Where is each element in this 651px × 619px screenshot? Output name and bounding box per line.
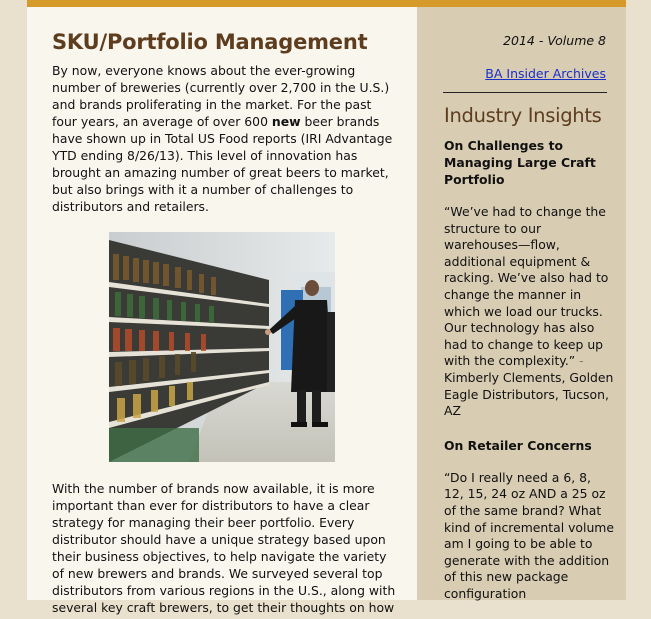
top-accent-bar <box>27 0 626 7</box>
insights-heading: Industry Insights <box>444 104 602 127</box>
article-intro-paragraph: By now, everyone knows about the ever-growing number of breweries (currently over 2,700 in the U.S.) and brands proliferating in the market. For the past four years, an average of over 600 new beer brands have shown up in Total US Food reports (IRI Advantage YTD ending 8/26/13). This level of innovation has brought an amazing number of great beers to market, but also brings with it a number of challenges to distributors and retailers. <box>52 63 393 214</box>
insight-quote-retailer: “Do I really need a 6, 8, 12, 15, 24 oz AND a 25 oz of the same brand? What kind of incremental volume am I going to be able to generate with the addition of this new package configuration <box>444 469 614 601</box>
insights-section <box>444 104 614 619</box>
insight-title-retailer: On Retailer Concerns <box>444 437 592 453</box>
sidebar <box>417 7 626 600</box>
sidebar-divider <box>443 92 607 93</box>
emphasis-new: new <box>271 114 301 129</box>
article-body-paragraph: With the number of brands now available, it is more important than ever for distributors to have a clear strategy for managing their beer portfolio. Every distributor should have a unique strategy based upon their business objectives, to help navigate the variety of new brewers and brands. We surveyed several top distributors from various regions in the U.S., along with several key craft brewers, to get their thoughts on how <box>52 481 396 615</box>
insight-quote-portfolio: “We’ve had to change the structure to our warehouses—flow, additional equipment & racking. We’ve also had to change the manner in which we load our trucks. Our technology has also had to change to keep up with the complexity.” - Kimberly Clements, Golden Eagle Distributors, Tucson, AZ <box>444 204 614 419</box>
newsletter-page <box>27 0 626 615</box>
article-title: SKU/Portfolio Management <box>52 30 368 54</box>
store-shelf-photo <box>109 232 335 462</box>
beer-aisle-illustration <box>109 232 335 462</box>
quote-attribution: Kimberly Clements, Golden Eagle Distributors, Tucson, AZ <box>444 369 614 419</box>
article-column <box>52 30 397 616</box>
archives-link[interactable]: BA Insider Archives <box>485 66 606 81</box>
edition-label: 2014 - Volume 8 <box>503 33 606 48</box>
insight-title-portfolio: On Challenges to Managing Large Craft Portfolio <box>444 138 596 187</box>
